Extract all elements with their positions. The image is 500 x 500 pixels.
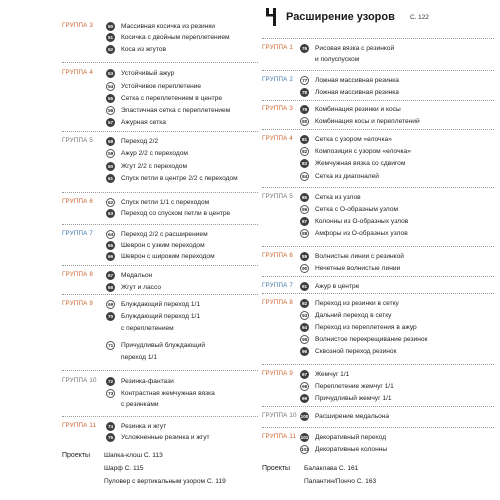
pattern-number-badge: 91: [301, 284, 308, 289]
pattern-number-badge: 102: [300, 445, 309, 454]
pattern-title: Жемчужная вязка со сдвигом: [315, 160, 406, 167]
pattern-title: Усложненные резинка и жгут: [121, 434, 210, 441]
pattern-number-badge: 52: [107, 47, 114, 52]
group-label: ГРУППА 5: [62, 137, 94, 144]
pattern-number-badge: 71: [106, 341, 115, 350]
group-label: ГРУППА 8: [62, 271, 94, 278]
group-separator: [262, 100, 494, 101]
project-item: Балаклава С. 161: [304, 465, 359, 472]
pattern-title: Сетка с узором «елочка»: [315, 136, 392, 143]
pattern-number-badge: 67: [107, 273, 114, 278]
chapter-title: Расширение узоров: [286, 11, 395, 23]
group-label: ГРУППА 11: [262, 433, 297, 440]
group-separator: [262, 187, 494, 188]
pattern-number-badge: 82: [300, 147, 309, 156]
pattern-number-badge: 101: [300, 435, 309, 440]
pattern-title-continuation: переход 1/1: [121, 354, 158, 361]
pattern-title: Композиция с узором «елочка»: [315, 148, 411, 155]
pattern-number-badge: 80: [300, 117, 309, 126]
pattern-number-badge: 77: [300, 76, 309, 85]
pattern-number-badge: 93: [300, 311, 309, 320]
pattern-title: Блуждающий переход 1/1: [121, 313, 200, 320]
pattern-number-badge: 83: [301, 161, 308, 166]
pattern-title-continuation: и полуспуском: [315, 56, 360, 63]
pattern-number-badge: 75: [107, 435, 114, 440]
pattern-title: Косичка с двойным переплетением: [121, 34, 230, 41]
project-item: Шарф С. 115: [104, 465, 144, 472]
group-label: ГРУППА 6: [262, 252, 294, 259]
pattern-title: Переход из резинки в сетку: [315, 300, 399, 307]
project-item: Палантин/Пончо С. 163: [304, 478, 377, 485]
pattern-title: Сетка с О-образным узлом: [315, 206, 399, 213]
group-separator: [62, 131, 258, 132]
group-separator: [262, 38, 494, 39]
pattern-number-badge: 95: [300, 335, 309, 344]
group-separator: [262, 293, 494, 294]
pattern-title: Нечетные волнистые линии: [315, 265, 401, 272]
group-separator: [262, 129, 494, 130]
pattern-number-badge: 65: [107, 243, 114, 248]
pattern-title: Сетка из узлов: [315, 194, 361, 201]
pattern-number-badge: 78: [301, 90, 308, 95]
pattern-number-badge: 58: [107, 139, 114, 144]
pattern-number-badge: 63: [107, 211, 114, 216]
group-label: ГРУППА 10: [62, 377, 97, 384]
pattern-number-badge: 59: [106, 149, 115, 158]
group-separator: [62, 370, 258, 371]
group-separator: [62, 224, 258, 225]
pattern-number-badge: 92: [301, 301, 308, 306]
pattern-number-badge: 72: [107, 379, 114, 384]
pattern-title: Устойчивый ажур: [121, 70, 175, 77]
pattern-title: Сквозной переход резинок: [315, 348, 397, 355]
pattern-title: Декоративный переход: [315, 434, 387, 441]
pattern-number-badge: 99: [301, 396, 308, 401]
group-separator: [62, 62, 258, 63]
pattern-number-badge: 81: [301, 137, 308, 142]
pattern-title: Ажур в центре: [315, 283, 360, 290]
pattern-number-badge: 90: [300, 264, 309, 273]
pattern-title: Волнистые линии с резинкой: [315, 253, 404, 260]
group-label: ГРУППА 11: [62, 422, 97, 429]
pattern-number-badge: 98: [300, 382, 309, 391]
pattern-title: Комбинация резинки и косы: [315, 106, 401, 113]
group-label: ГРУППА 4: [262, 135, 294, 142]
pattern-number-badge: 64: [106, 230, 115, 239]
pattern-number-badge: 85: [301, 195, 308, 200]
pattern-number-badge: 70: [107, 314, 114, 319]
pattern-number-badge: 57: [107, 120, 114, 125]
projects-label-right: Проекты: [262, 465, 291, 472]
pattern-number-badge: 89: [301, 254, 308, 259]
group-separator: [62, 192, 258, 193]
pattern-title: Комбинация косы и переплетений: [315, 118, 420, 125]
pattern-title: Декоративные колонны: [315, 446, 388, 453]
group-label: ГРУППА 5: [262, 193, 294, 200]
pattern-title: Ложная массивная резинка: [315, 89, 399, 96]
pattern-number-badge: 68: [107, 285, 114, 290]
pattern-number-badge: 55: [107, 96, 114, 101]
pattern-title: Дальний переход в сетку: [315, 312, 392, 319]
pattern-title: Ложная массивная резинка: [315, 77, 399, 84]
project-item: Пуловер с вертикальным узором С. 119: [104, 478, 226, 485]
pattern-title: Контрастная жемчужная вязка: [121, 390, 215, 397]
pattern-number-badge: 96: [301, 349, 308, 354]
pattern-title: Сетка с переплетением в центре: [121, 95, 222, 102]
pattern-title: Волнистое перекрещивание резинок: [315, 336, 428, 343]
group-separator: [262, 364, 494, 365]
pattern-title: Спуск петли 1/1 с переходом: [121, 199, 210, 206]
pattern-number-badge: 62: [106, 198, 115, 207]
pattern-title: Переход 2/2: [121, 138, 159, 145]
pattern-title: Переход 2/2 с расширением: [121, 231, 208, 238]
group-label: ГРУППА 3: [62, 22, 94, 29]
pattern-title: Массивная косичка из резинки: [121, 23, 215, 30]
pattern-title: Причудливый жемчуг 1/1: [315, 395, 392, 402]
pattern-number-badge: 53: [107, 71, 114, 76]
pattern-title: Спуск петли в центре 2/2 с переходом: [121, 175, 238, 182]
pattern-number-badge: 84: [300, 172, 309, 181]
pattern-title: Переплетение жемчуг 1/1: [315, 383, 394, 390]
pattern-number-badge: 60: [107, 164, 114, 169]
pattern-number-badge: 56: [106, 106, 115, 115]
group-separator: [262, 276, 494, 277]
pattern-number-badge: 88: [300, 229, 309, 238]
pattern-number-badge: 87: [301, 219, 308, 224]
pattern-title: Переход из переплетения в ажур: [315, 324, 417, 331]
group-separator: [62, 416, 258, 417]
pattern-number-badge: 66: [107, 254, 114, 259]
group-label: ГРУППА 10: [262, 412, 297, 419]
pattern-number-badge: 51: [107, 35, 114, 40]
pattern-title: Жгут и лассо: [121, 284, 162, 291]
pattern-number-badge: 79: [301, 107, 308, 112]
group-label: ГРУППА 9: [62, 300, 94, 307]
pattern-number-badge: 73: [106, 389, 115, 398]
group-label: ГРУППА 9: [262, 370, 294, 377]
pattern-title: Амфоры из О-образных узлов: [315, 230, 408, 237]
pattern-title: Жемчуг 1/1: [315, 371, 350, 378]
chapter-number-icon: [266, 8, 280, 26]
pattern-number-badge: 100: [300, 414, 309, 419]
pattern-number-badge: 61: [107, 176, 114, 181]
pattern-title: Резинка-фантази: [121, 378, 174, 385]
pattern-title: Шеврон с узким переходом: [121, 242, 205, 249]
pattern-title: Эластичная сетка с переплетением: [121, 107, 231, 114]
pattern-title-continuation: с переплетением: [121, 325, 174, 332]
group-separator: [62, 294, 258, 295]
group-separator: [262, 70, 494, 71]
pattern-title: Рисовая вязка с резинкой: [315, 45, 395, 52]
group-separator: [262, 406, 494, 407]
pattern-number-badge: 54: [106, 82, 115, 91]
pattern-title: Ажур 2/2 с переходом: [121, 150, 188, 157]
pattern-title: Устойчивое переплетение: [121, 83, 202, 90]
group-separator: [62, 265, 258, 266]
pattern-title: Колонны из О-образных узлов: [315, 218, 409, 225]
pattern-title: Жгут 2/2 с переходом: [121, 163, 187, 170]
group-label: ГРУППА 3: [262, 105, 294, 112]
group-label: ГРУППА 4: [62, 69, 94, 76]
pattern-title: Сетка из диагоналей: [315, 173, 379, 180]
pattern-title: Коса из жгутов: [121, 46, 167, 53]
group-label: ГРУППА 2: [262, 76, 294, 83]
pattern-title: Расширение медальона: [315, 413, 390, 420]
pattern-title-continuation: с резинками: [121, 401, 159, 408]
group-label: ГРУППА 6: [62, 198, 94, 205]
group-separator: [262, 427, 494, 428]
project-item: Шапка-клош С. 113: [104, 452, 163, 459]
pattern-number-badge: 86: [300, 205, 309, 214]
pattern-number-badge: 94: [301, 325, 308, 330]
pattern-number-badge: 50: [107, 24, 114, 29]
pattern-number-badge: 69: [106, 300, 115, 309]
group-label: ГРУППА 1: [262, 44, 294, 51]
chapter-page-ref: С. 122: [410, 14, 429, 21]
pattern-number-badge: 74: [107, 424, 114, 429]
projects-label-left: Проекты: [62, 452, 91, 459]
group-separator: [262, 246, 494, 247]
pattern-title: Ажурная сетка: [121, 119, 166, 126]
pattern-title: Причудливый блуждающий: [121, 342, 206, 349]
pattern-title: Шеврон с широким переходом: [121, 253, 215, 260]
pattern-title: Медальон: [121, 272, 153, 279]
pattern-title: Блуждающий переход 1/1: [121, 301, 200, 308]
group-label: ГРУППА 8: [262, 299, 294, 306]
pattern-number-badge: 76: [301, 46, 308, 51]
group-label: ГРУППА 7: [262, 282, 294, 289]
group-label: ГРУППА 7: [62, 230, 94, 237]
pattern-title: Резинка и жгут: [121, 423, 167, 430]
pattern-number-badge: 97: [301, 372, 308, 377]
pattern-title: Переход со спуском петли в центре: [121, 210, 231, 217]
